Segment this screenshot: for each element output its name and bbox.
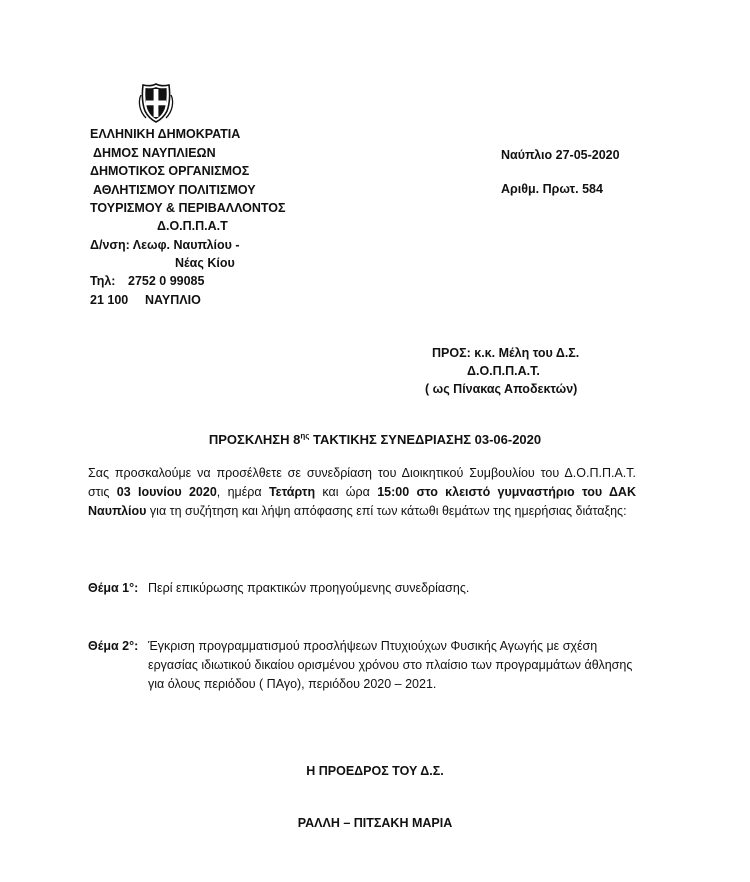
issuer-phone: 2752 0 99085: [128, 274, 205, 288]
issuer-country: ΕΛΛΗΝΙΚΗ ΔΗΜΟΚΡΑΤΙΑ: [90, 127, 241, 141]
recipients-line3: ( ως Πίνακας Αποδεκτών): [425, 382, 578, 396]
signatory-name: ΡΑΛΛΗ – ΠΙΤΣΑΚΗ ΜΑΡΙΑ: [297, 816, 453, 830]
recipients-line2: Δ.Ο.Π.Π.Α.Τ.: [467, 364, 540, 378]
recipients-line1: ΠΡΟΣ: κ.κ. Μέλη του Δ.Σ.: [432, 346, 580, 360]
topic-1-label: Θέμα 1°:: [88, 581, 139, 595]
topic-2-text: Έγκριση προγραμματισμού προσλήψεων Πτυχιούχων Φυσικής Αγωγής με σχέση εργασίας ιδιωτικού δικαίου ορισμένου χρόνου στο πλαίσιο των προγραμμάτων άθλησης για όλους περιόδου ( ΠΑγο), περιόδου 2020 – 2021.: [148, 639, 633, 691]
issuer-org-line3: ΤΟΥΡΙΣΜΟΥ & ΠΕΡΙΒΑΛΛΟΝΤΟΣ: [90, 201, 286, 215]
issuer-phone-label: Τηλ:: [90, 274, 116, 288]
issuer-city: ΝΑΥΠΛΙΟ: [145, 293, 201, 307]
topic-2-label: Θέμα 2°:: [88, 639, 139, 653]
meeting-day: Τετάρτη: [268, 485, 316, 499]
issuer-address: Δ/νση: Λεωφ. Ναυπλίου -: [90, 238, 240, 252]
meeting-date: 03 Ιουνίου 2020: [116, 485, 217, 499]
issuer-municipality: ΔΗΜΟΣ ΝΑΥΠΛΙΕΩΝ: [93, 146, 216, 160]
issuer-org-line1: ΔΗΜΟΤΙΚΟΣ ΟΡΓΑΝΙΣΜΟΣ: [90, 164, 250, 178]
issuer-postcode: 21 100: [90, 293, 129, 307]
hellenic-republic-emblem-icon: [137, 83, 175, 123]
topic-1-text: Περί επικύρωσης πρακτικών προηγούμενης συνεδρίασης.: [148, 581, 470, 595]
signatory-role: Η ΠΡΟΕΔΡΟΣ ΤΟΥ Δ.Σ.: [306, 764, 444, 778]
issuer-acronym: Δ.Ο.Π.Π.Α.Τ: [157, 219, 228, 233]
protocol-number: Αριθμ. Πρωτ. 584: [501, 182, 603, 196]
invitation-title: ΠΡΟΣΚΛΗΣΗ $8^{\eta\varsigma}$ ΤΑΚΤΙΚΗΣ ΣΥΝΕΔΡΙΑΣΗΣ 03-06-2020: [208, 431, 542, 447]
issuer-address-line2: Νέας Κίου: [175, 256, 235, 270]
meeting-time-place: 15:00 στο κλειστό γυμναστήριο του ΔΑΚ Ναυπλίου: [88, 485, 636, 518]
issuer-org-line2: ΑΘΛΗΤΙΣΜΟΥ ΠΟΛΙΤΙΣΜΟΥ: [93, 183, 256, 197]
place-date: Ναύπλιο 27-05-2020: [501, 148, 620, 162]
invitation-body: Σας προσκαλούμε να προσέλθετε σε συνεδρίαση του Διοικητικού Συμβουλίου του Δ.Ο.Π.Π.Α.Τ. στις 03 Ιουνίου 2020, ημέρα Τετάρτη και ώρα 15:00 στο κλειστό γυμναστήριο του ΔΑΚ Ναυπλίου για τη συζήτηση και λήψη απόφασης επί των κάτωθι θεμάτων της ημερήσιας διάταξης:: [88, 466, 636, 518]
title-ordinal-superscript: ης: [300, 431, 310, 441]
